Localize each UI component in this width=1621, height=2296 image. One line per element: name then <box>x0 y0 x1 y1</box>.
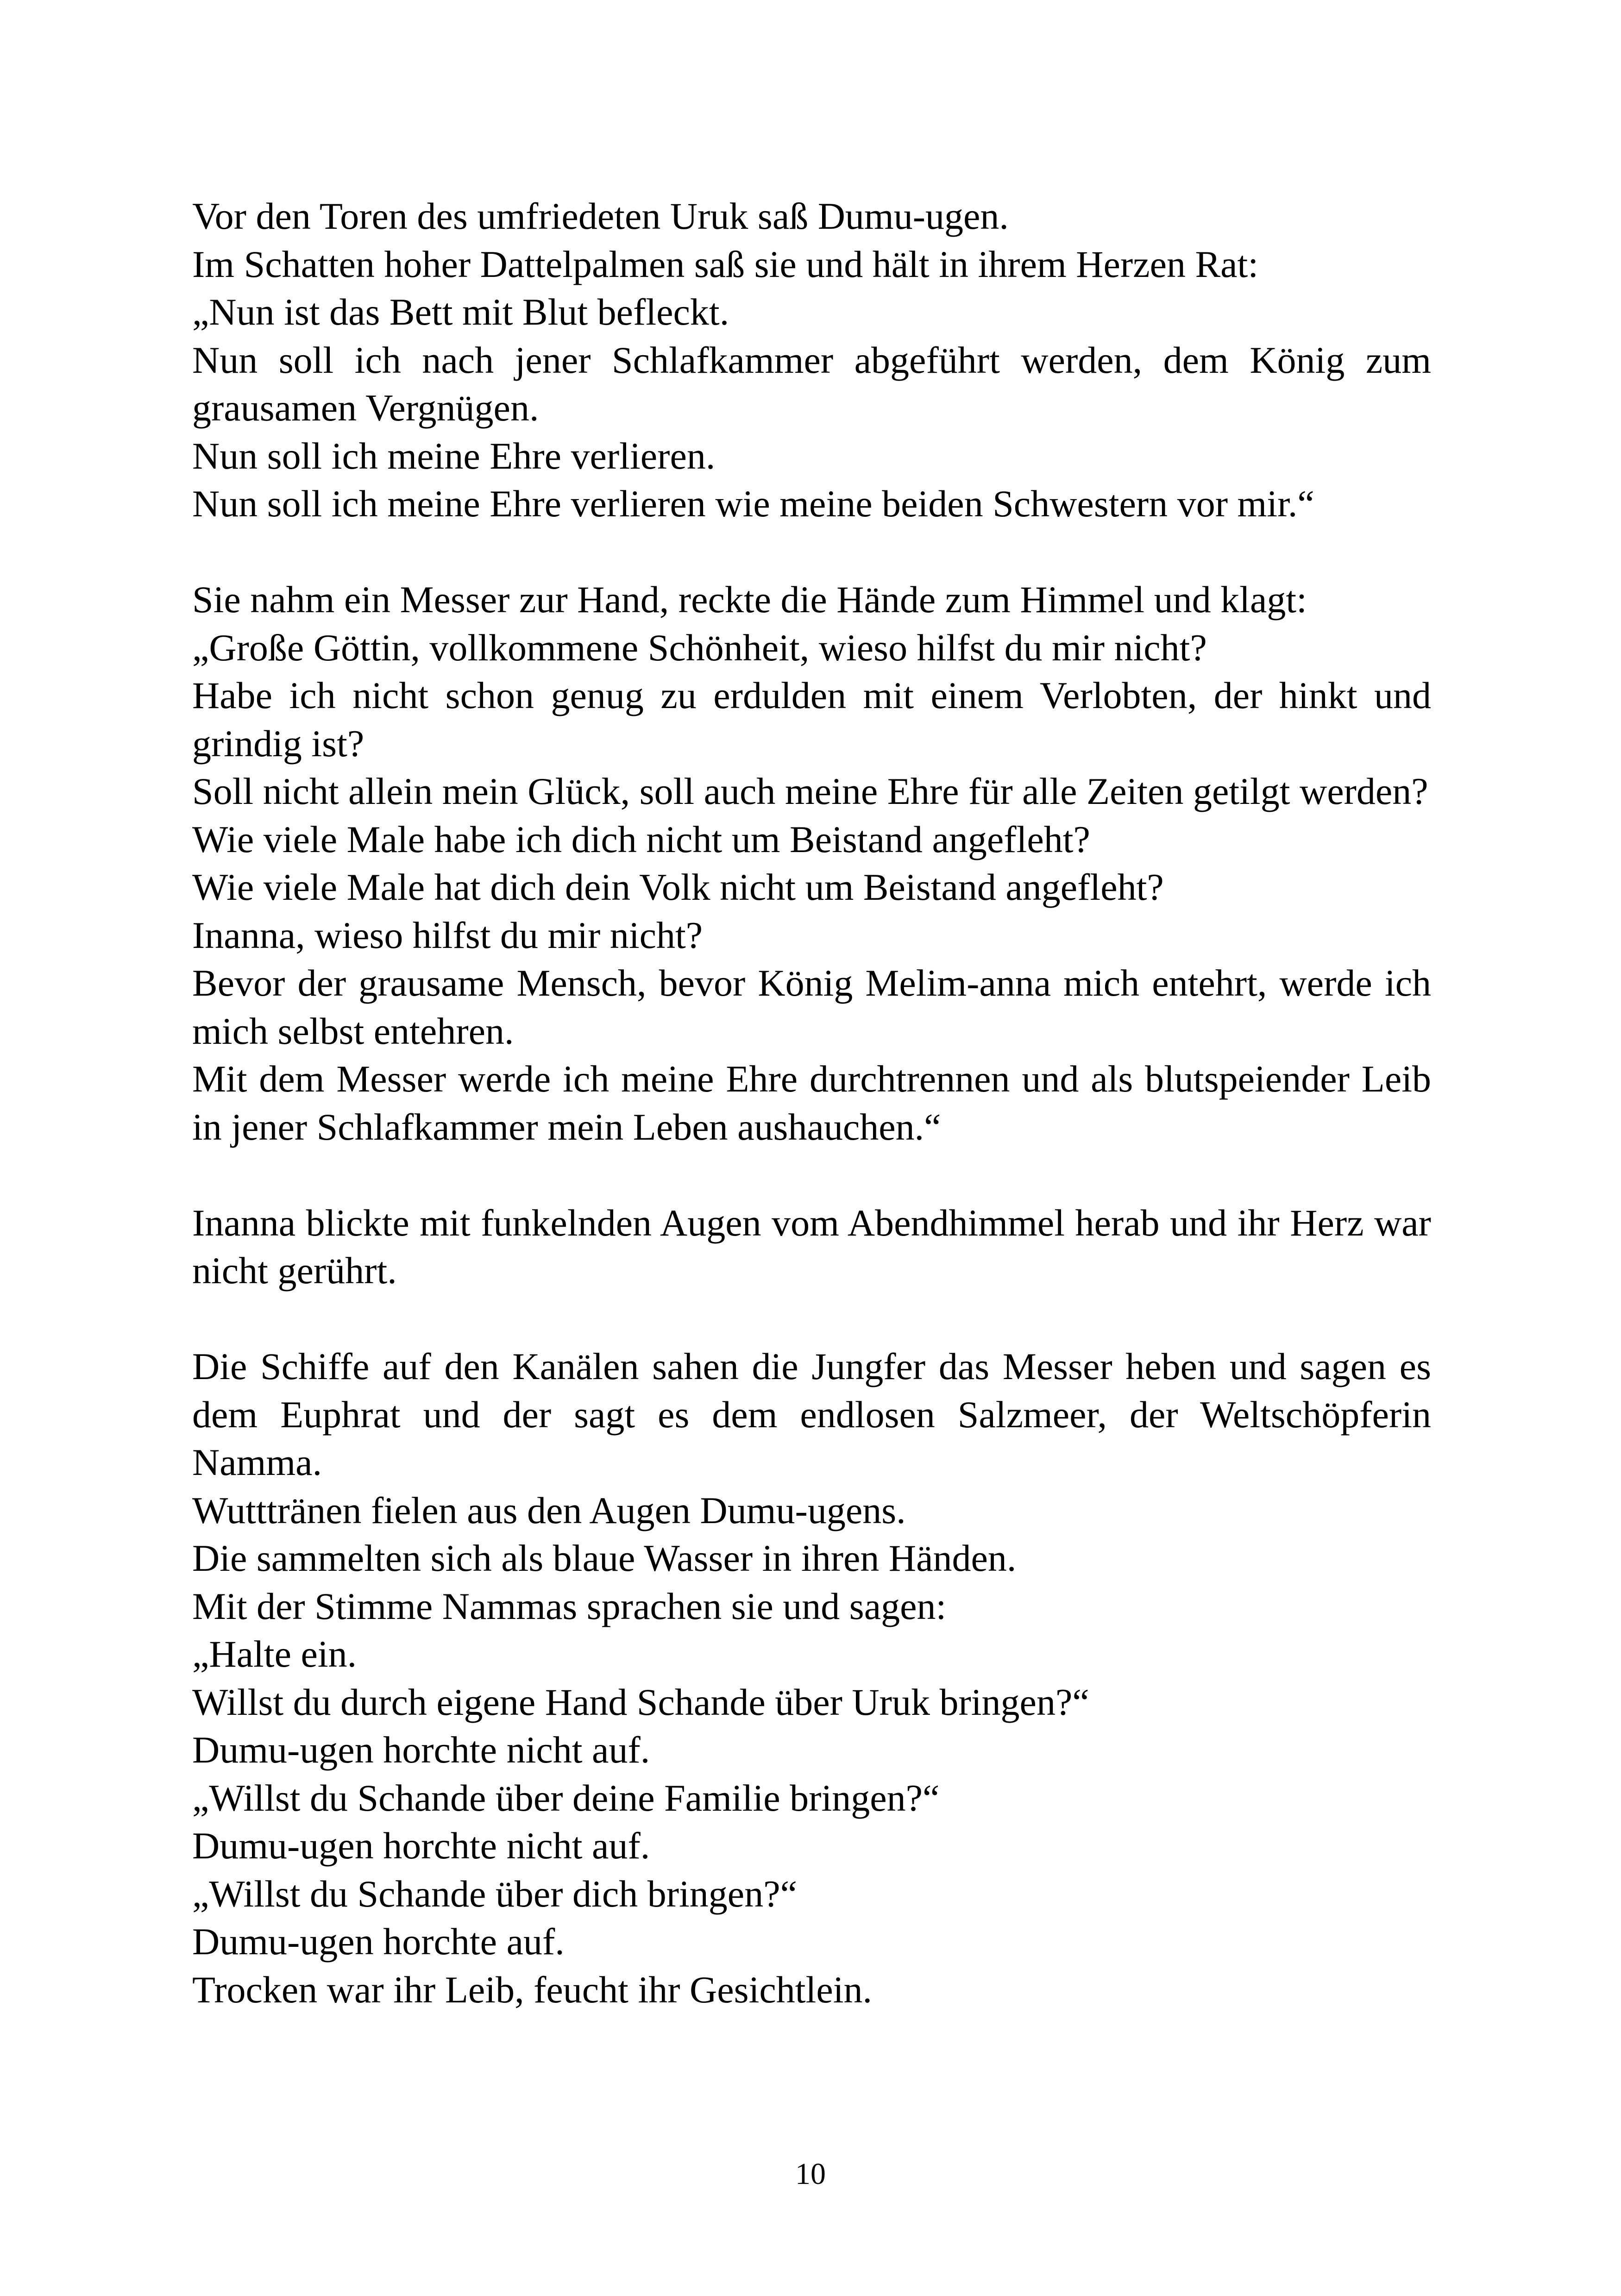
stanza-4 <box>192 1342 1431 2014</box>
stanza-2 <box>192 576 1431 1151</box>
text-line: Nun soll ich meine Ehre verlieren wie meine beiden Schwestern vor mir.“ <box>192 483 1314 525</box>
stanza-3 <box>192 1199 1431 1295</box>
text-line: „Nun ist das Bett mit Blut befleckt. <box>192 291 729 333</box>
text-line: Sie nahm ein Messer zur Hand, reckte die Hände zum Himmel und klagt: <box>192 578 1307 621</box>
text-line: „Halte ein. <box>192 1633 357 1675</box>
text-line: Die sammelten sich als blaue Wasser in ihren Händen. <box>192 1537 1017 1579</box>
text-line: Soll nicht allein mein Glück, soll auch meine Ehre für alle Zeiten getilgt werden? <box>192 770 1428 812</box>
text-line: Die Schiffe auf den Kanälen sahen die Jungfer das Messer heben und sagen es dem Euphrat und der sagt es dem endlosen Salzmeer, der Weltschöpferin Namma. <box>192 1345 1431 1483</box>
body-text <box>192 192 1431 2014</box>
text-line: Bevor der grausame Mensch, bevor König Melim-anna mich entehrt, werde ich mich selbst entehren. <box>192 962 1431 1052</box>
text-line: Mit dem Messer werde ich meine Ehre durchtrennen und als blutspeiender Leib in jener Schlafkammer mein Leben aushauchen.“ <box>192 1058 1431 1148</box>
text-line: Wie viele Male hat dich dein Volk nicht um Beistand angefleht? <box>192 866 1164 908</box>
stanza-1 <box>192 192 1431 528</box>
text-line: Wutttränen fielen aus den Augen Dumu-ugens. <box>192 1489 906 1531</box>
text-line: Willst du durch eigene Hand Schande über Uruk bringen?“ <box>192 1681 1089 1723</box>
text-line: Habe ich nicht schon genug zu erdulden mit einem Verlobten, der hinkt und grindig ist? <box>192 674 1431 765</box>
text-line: Inanna blickte mit funkelnden Augen vom Abendhimmel herab und ihr Herz war nicht gerührt. <box>192 1201 1431 1292</box>
text-line: Inanna, wieso hilfst du mir nicht? <box>192 914 703 956</box>
text-line: Nun soll ich nach jener Schlafkammer abgeführt werden, dem König zum grausamen Vergnügen. <box>192 339 1431 429</box>
text-line: Dumu-ugen horchte auf. <box>192 1920 565 1963</box>
text-line: „Große Göttin, vollkommene Schönheit, wieso hilfst du mir nicht? <box>192 626 1207 669</box>
text-line: „Willst du Schande über dich bringen?“ <box>192 1872 797 1915</box>
text-line: Dumu-ugen horchte nicht auf. <box>192 1825 650 1867</box>
text-line: Trocken war ihr Leib, feucht ihr Gesichtlein. <box>192 1968 872 2011</box>
text-line: Dumu-ugen horchte nicht auf. <box>192 1729 650 1771</box>
text-line: Wie viele Male habe ich dich nicht um Beistand angefleht? <box>192 818 1090 860</box>
text-line: „Willst du Schande über deine Familie bringen?“ <box>192 1776 940 1819</box>
page-number: 10 <box>795 2157 826 2191</box>
text-line: Vor den Toren des umfriedeten Uruk saß Dumu-ugen. <box>192 195 1009 237</box>
text-line: Im Schatten hoher Dattelpalmen saß sie und hält in ihrem Herzen Rat: <box>192 243 1259 285</box>
text-line: Nun soll ich meine Ehre verlieren. <box>192 434 716 477</box>
text-line: Mit der Stimme Nammas sprachen sie und sagen: <box>192 1585 947 1627</box>
